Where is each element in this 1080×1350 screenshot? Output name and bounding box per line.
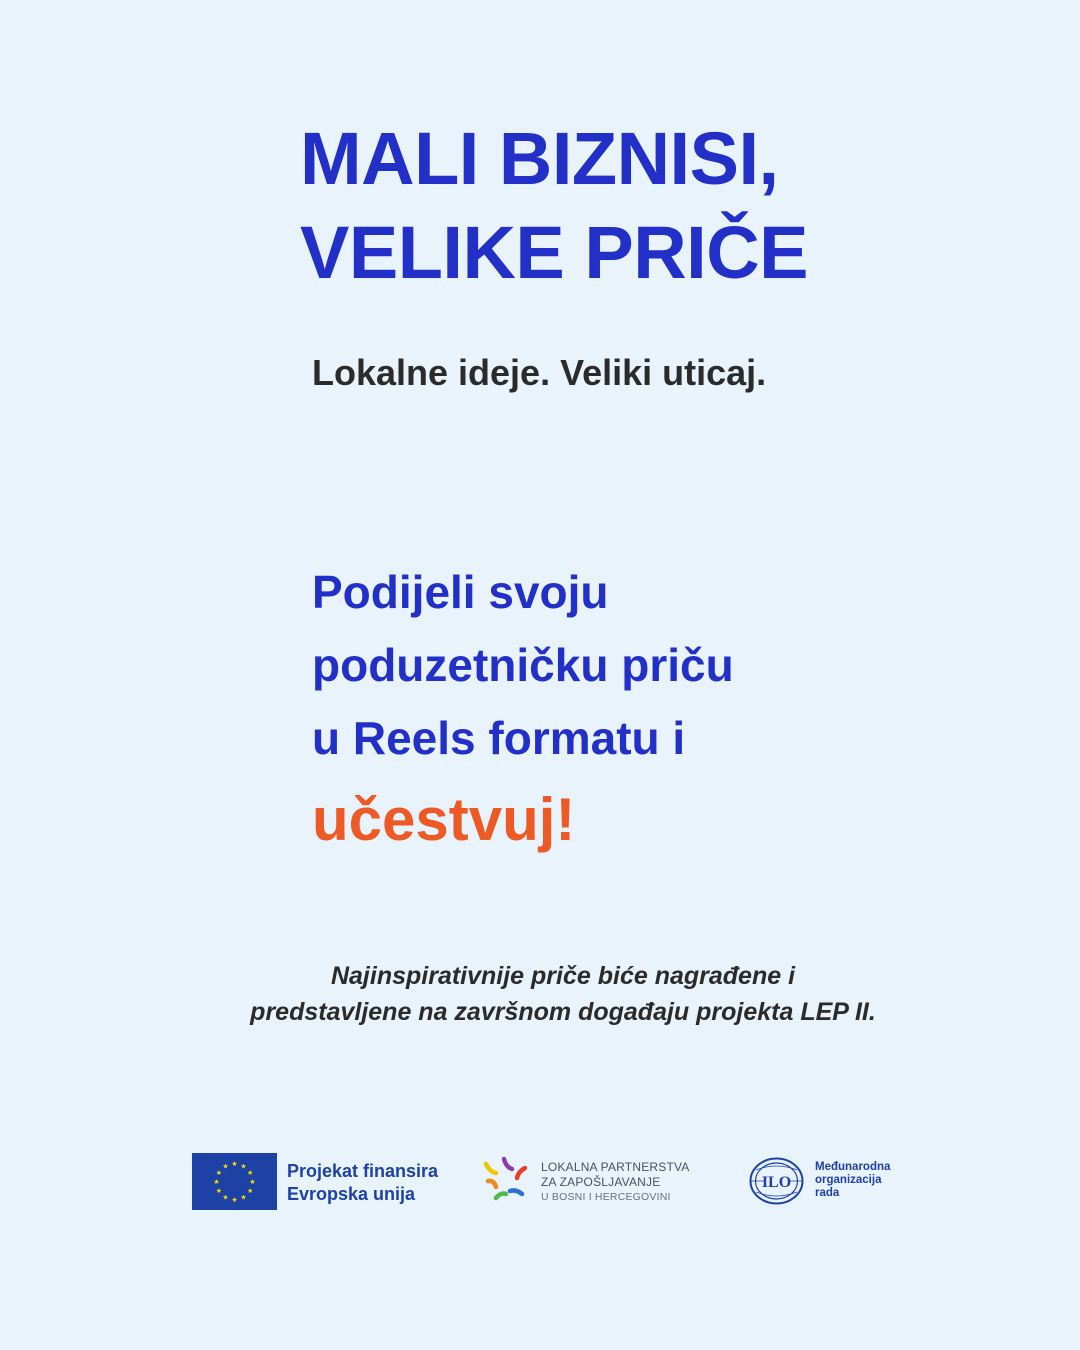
cta-line-2: poduzetničku priču (312, 639, 734, 691)
eu-star-icon: ★ (222, 1162, 229, 1171)
lep-text-line-2: ZA ZAPOŠLJAVANJE (541, 1175, 661, 1189)
ilo-text (815, 1161, 890, 1200)
note-line-1: Najinspirativnije priče biće nagrađene i (330, 962, 796, 990)
eu-star-icon: ★ (246, 1169, 254, 1177)
headline (300, 112, 900, 300)
eu-star-icon: ★ (213, 1178, 220, 1186)
eu-star-icon: ★ (215, 1187, 223, 1195)
eu-funding-text (287, 1160, 438, 1206)
eu-star-icon: ★ (240, 1193, 247, 1202)
ilo-text-line-1: Međunarodna (815, 1161, 891, 1173)
cta-line-3: u Reels formatu i (312, 712, 686, 764)
headline-line-1: MALI BIZNISI, (300, 117, 779, 200)
lep-logo-icon (482, 1156, 528, 1202)
eu-star-icon: ★ (222, 1193, 229, 1202)
ilo-text-line-3: rada (815, 1187, 840, 1199)
eu-text-line-1: Projekat finansira (287, 1161, 439, 1181)
eu-star-icon: ★ (240, 1162, 247, 1171)
cta-highlight: učestvuj! (312, 786, 576, 853)
eu-star-icon: ★ (215, 1169, 223, 1177)
tagline: Lokalne ideje. Veliki uticaj. (312, 352, 767, 393)
eu-text-line-2: Evropska unija (287, 1184, 416, 1204)
call-to-action (312, 556, 872, 865)
lep-text-line-3: U BOSNI I HERCEGOVINI (541, 1191, 671, 1203)
eu-star-icon: ★ (246, 1187, 254, 1195)
ilo-logo-icon (748, 1156, 805, 1206)
cta-line-1: Podijeli svoju (312, 566, 609, 618)
svg-text:ILO: ILO (761, 1174, 792, 1191)
eu-star-icon: ★ (231, 1196, 238, 1204)
ilo-text-line-2: organizacija (815, 1174, 882, 1186)
award-note (140, 958, 986, 1030)
headline-line-2: VELIKE PRIČE (300, 211, 808, 294)
eu-star-icon: ★ (231, 1160, 238, 1168)
partner-logos (0, 1150, 1080, 1220)
eu-star-icon: ★ (249, 1178, 256, 1186)
lep-text (541, 1160, 690, 1205)
note-line-2: predstavljene na završnom događaju projekta LEP II. (250, 998, 876, 1026)
lep-text-line-1: LOKALNA PARTNERSTVA (541, 1160, 690, 1174)
eu-flag-icon (192, 1153, 277, 1210)
